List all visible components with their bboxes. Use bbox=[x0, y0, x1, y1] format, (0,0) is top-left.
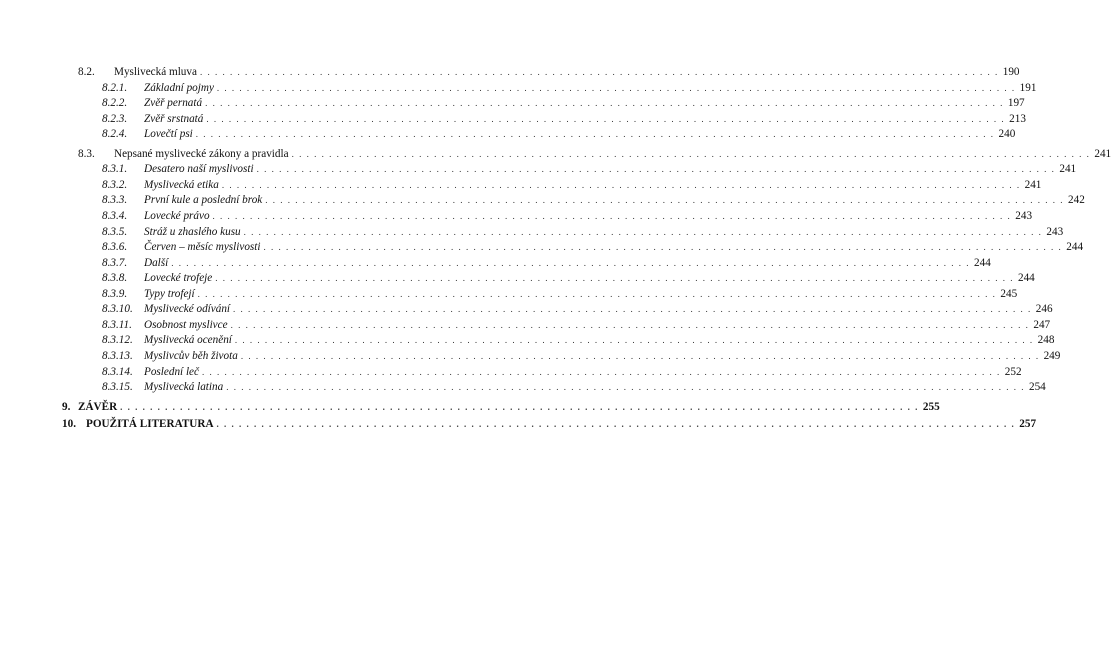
dot-leader bbox=[233, 302, 1032, 316]
toc-entry-page-number: 191 bbox=[1019, 81, 1037, 94]
dot-leader bbox=[200, 65, 999, 79]
toc-entry-number: 8.2. bbox=[78, 66, 95, 78]
toc-entry-number: 8.3.6. bbox=[102, 241, 128, 254]
toc-entry-page-number: 244 bbox=[1017, 272, 1035, 285]
toc-entry-page-number: 240 bbox=[998, 128, 1016, 141]
toc-entry-title: Osobnost myslivce bbox=[144, 318, 228, 331]
toc-entry-page-number: 248 bbox=[1037, 334, 1055, 347]
toc-entry bbox=[102, 333, 1055, 347]
toc-entry-title: Základní pojmy bbox=[144, 81, 214, 94]
toc-entry-number: 8.3.5. bbox=[102, 225, 128, 238]
toc-entry-page-number: 244 bbox=[974, 256, 991, 269]
toc-entry bbox=[78, 65, 1020, 79]
dot-leader bbox=[196, 127, 995, 141]
toc-entry bbox=[102, 193, 1085, 207]
toc-entry-number: 8.3.1. bbox=[102, 163, 128, 176]
toc-entry-number: 8.3.13. bbox=[102, 349, 133, 362]
dot-leader bbox=[226, 380, 1025, 394]
toc-entry-number: 8.2.4. bbox=[102, 128, 128, 141]
toc-entry-page-number: 257 bbox=[1019, 418, 1037, 431]
toc-entry bbox=[102, 112, 1026, 126]
toc-entry-title: Poslední leč bbox=[144, 365, 199, 378]
toc-entry-number: 8.3.11. bbox=[102, 318, 132, 331]
toc-entry-page-number: 247 bbox=[1033, 318, 1051, 331]
toc-entry bbox=[102, 365, 1022, 379]
toc-entry-page-number: 249 bbox=[1043, 349, 1061, 362]
toc-entry-page-number: 254 bbox=[1028, 381, 1046, 393]
toc-entry-page-number: 245 bbox=[1000, 287, 1018, 300]
toc-entry bbox=[102, 380, 1046, 394]
toc-entry bbox=[102, 240, 1084, 254]
dot-leader bbox=[215, 271, 1014, 285]
dot-leader bbox=[217, 81, 1016, 95]
toc-entry-title: Zvěř srstnatá bbox=[144, 112, 204, 125]
toc-entry bbox=[102, 96, 1025, 110]
toc-entry-number: 8.3.3. bbox=[102, 194, 128, 207]
toc-entry bbox=[78, 147, 1111, 161]
toc-entry-title: Zvěř pernatá bbox=[144, 97, 203, 110]
toc-entry-page-number: 246 bbox=[1035, 303, 1053, 316]
toc-entry bbox=[102, 302, 1053, 316]
toc-entry bbox=[102, 256, 991, 270]
toc-entry-title: Myslivecká latina bbox=[144, 381, 224, 393]
toc-entry-title: Lovečtí psi bbox=[144, 128, 193, 141]
toc-entry-title: Lovecké právo bbox=[144, 210, 210, 222]
toc-entry-number: 8.2.1. bbox=[102, 81, 128, 94]
dot-leader bbox=[206, 112, 1005, 126]
toc-entry bbox=[102, 287, 1018, 301]
toc-entry-page-number: 241 bbox=[1094, 147, 1111, 160]
dot-leader bbox=[198, 287, 997, 301]
toc-entry-number: 8.3. bbox=[78, 147, 95, 160]
toc-entry-title: Myslivecké odívání bbox=[144, 303, 231, 316]
toc-entry bbox=[102, 127, 1016, 141]
dot-leader bbox=[222, 178, 1021, 192]
toc-entry-page-number: 242 bbox=[1068, 194, 1085, 207]
toc-entry-title: První kule a poslední brok bbox=[144, 194, 263, 207]
dot-leader bbox=[292, 147, 1091, 161]
dot-leader bbox=[241, 349, 1040, 363]
toc-entry-title: Další bbox=[144, 256, 169, 269]
toc-entry-number: 8.3.14. bbox=[102, 365, 133, 378]
dot-leader bbox=[231, 318, 1030, 332]
toc-entry-title: ZÁVĚR bbox=[78, 400, 118, 413]
toc-entry bbox=[62, 417, 1037, 431]
toc-entry-page-number: 255 bbox=[922, 400, 940, 413]
toc-entry-page-number: 243 bbox=[1046, 225, 1064, 238]
toc-entry-page-number: 244 bbox=[1066, 241, 1084, 254]
toc-entry-page-number: 197 bbox=[1007, 97, 1025, 110]
dot-leader bbox=[205, 96, 1004, 110]
toc-entry-title: Lovecké trofeje bbox=[144, 272, 213, 285]
toc-entry-number: 8.3.9. bbox=[102, 287, 128, 300]
toc-entry-title: Myslivecká mluva bbox=[114, 66, 197, 78]
toc-entry bbox=[102, 271, 1035, 285]
dot-leader bbox=[265, 193, 1064, 207]
toc-entry-number: 8.3.2. bbox=[102, 178, 128, 191]
dot-leader bbox=[264, 240, 1063, 254]
toc-entry bbox=[62, 400, 940, 414]
dot-leader bbox=[202, 365, 1001, 379]
toc-entry-title: Typy trofejí bbox=[144, 287, 195, 300]
toc-entry-number: 8.3.10. bbox=[102, 303, 133, 316]
toc-entry bbox=[102, 209, 1033, 223]
toc-entry-number: 8.3.4. bbox=[102, 210, 128, 222]
toc-entry-page-number: 252 bbox=[1004, 365, 1022, 378]
toc-entry-number: 8.3.12. bbox=[102, 334, 133, 347]
dot-leader bbox=[171, 256, 970, 270]
dot-leader bbox=[257, 162, 1056, 176]
toc-entry-title: Nepsané myslivecké zákony a pravidla bbox=[114, 147, 289, 160]
toc-entry-title: Červen – měsíc myslivosti bbox=[144, 241, 261, 254]
dot-leader bbox=[213, 209, 1012, 223]
dot-leader bbox=[120, 400, 919, 414]
toc-entry-number: 8.2.3. bbox=[102, 112, 128, 125]
toc-entry-number: 8.3.15. bbox=[102, 381, 133, 393]
toc-entry-page-number: 213 bbox=[1009, 112, 1026, 125]
toc-entry-title: Desatero naší myslivosti bbox=[144, 163, 254, 176]
toc-entry-number: 9. bbox=[62, 400, 71, 413]
toc-entry-number: 8.3.8. bbox=[102, 272, 128, 285]
toc-entry bbox=[102, 162, 1077, 176]
toc-entry bbox=[102, 178, 1042, 192]
toc-entry-page-number: 241 bbox=[1024, 178, 1042, 191]
toc-entry bbox=[102, 225, 1064, 239]
toc-entry-page-number: 190 bbox=[1002, 66, 1020, 78]
dot-leader bbox=[217, 417, 1016, 431]
toc-entry-page-number: 243 bbox=[1015, 210, 1033, 222]
dot-leader bbox=[244, 225, 1043, 239]
toc-entry-title: Myslivcův běh života bbox=[144, 349, 238, 362]
toc-entry-number: 8.3.7. bbox=[102, 256, 128, 269]
toc-entry-page-number: 241 bbox=[1059, 163, 1077, 176]
toc-entry-title: Stráž u zhaslého kusu bbox=[144, 225, 241, 238]
toc-entry-title: Myslivecká ocenění bbox=[144, 334, 232, 347]
toc-entry bbox=[102, 81, 1037, 95]
dot-leader bbox=[235, 333, 1034, 347]
toc-entry-title: Myslivecká etika bbox=[144, 178, 219, 191]
toc-entry-number: 8.2.2. bbox=[102, 97, 128, 110]
toc-entry-number: 10. bbox=[62, 418, 76, 431]
toc-entry bbox=[102, 349, 1061, 363]
toc-entry bbox=[102, 318, 1051, 332]
toc-entry-title: POUŽITÁ LITERATURA bbox=[86, 418, 214, 431]
